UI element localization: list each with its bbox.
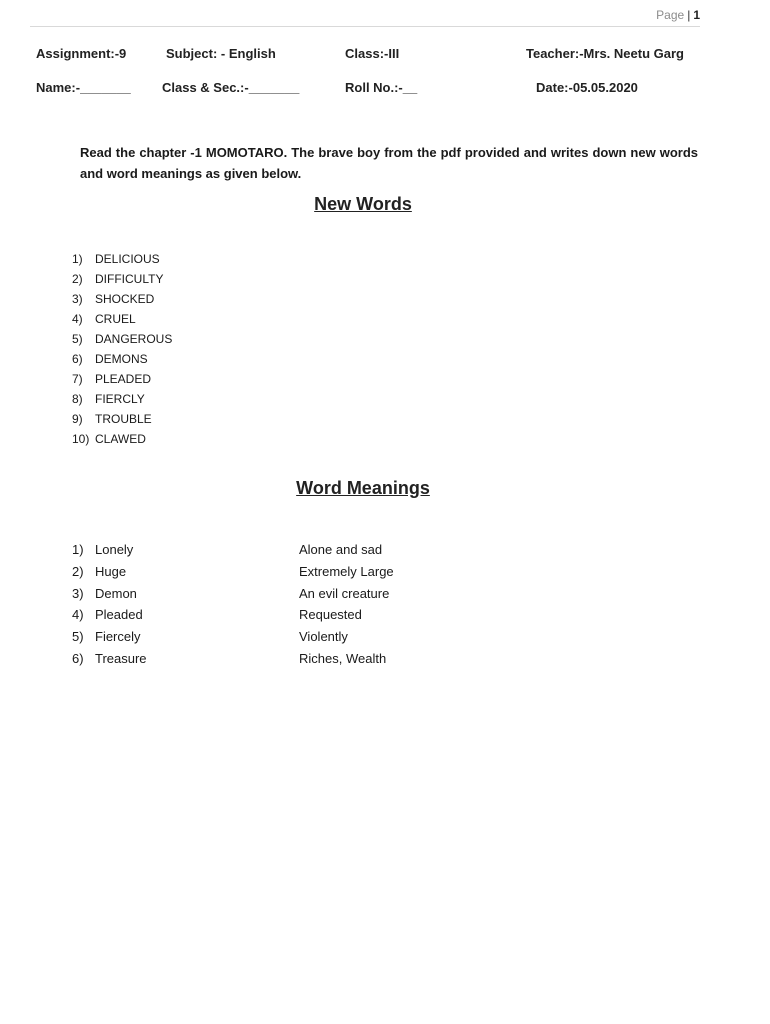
list-item [72, 369, 172, 389]
item-word: Lonely [95, 542, 134, 557]
item-number: 8) [72, 392, 83, 406]
item-word: SHOCKED [95, 292, 155, 306]
roll-no-field: Roll No.:-__ [345, 80, 418, 95]
instructions-paragraph: Read the chapter -1 MOMOTARO. The brave boy from the pdf provided and writes down new words and word meanings as given below. [80, 145, 698, 181]
assignment-label: Assignment:-9 [36, 46, 127, 61]
item-number: 9) [72, 412, 83, 426]
page-separator: | [687, 8, 691, 22]
list-item [72, 429, 172, 449]
list-item [72, 539, 394, 561]
item-word: Pleaded [95, 607, 143, 623]
item-word: FIERCLY [95, 392, 145, 406]
item-meaning: Riches, Wealth [299, 650, 387, 666]
class-section-field: Class & Sec.:-_______ [162, 80, 300, 95]
item-number: 7) [72, 372, 83, 386]
item-word: Fiercely [95, 629, 141, 645]
item-word: Demon [95, 585, 137, 601]
item-meaning: An evil creature [299, 585, 390, 601]
list-item [72, 626, 394, 648]
item-word: PLEADED [95, 372, 152, 386]
item-word: DANGEROUS [95, 332, 173, 346]
item-number: 5) [72, 629, 84, 645]
item-number: 2) [72, 272, 83, 286]
item-word: Huge [95, 563, 127, 579]
item-word: DELICIOUS [95, 252, 160, 266]
item-word: Treasure [95, 650, 147, 666]
page-number: 1 [693, 8, 700, 22]
item-number: 10) [72, 432, 90, 446]
item-number: 4) [72, 312, 83, 326]
item-word: CRUEL [95, 312, 136, 326]
item-number: 6) [72, 650, 84, 666]
list-item [72, 648, 394, 670]
class-label: Class:-III [345, 46, 400, 61]
item-word: TROUBLE [95, 412, 152, 426]
list-item [72, 269, 172, 289]
name-field: Name:-_______ [36, 80, 131, 95]
new-words-list [72, 249, 172, 449]
item-meaning: Alone and sad [299, 542, 383, 557]
list-item [72, 289, 172, 309]
page-header [30, 8, 700, 27]
date-label: Date:-05.05.2020 [536, 80, 638, 95]
list-item [72, 561, 394, 583]
subject-label: Subject: - English [166, 46, 276, 61]
page-label: Page [656, 8, 685, 22]
list-item [72, 329, 172, 349]
list-item [72, 583, 394, 605]
list-item [72, 249, 172, 269]
item-meaning: Extremely Large [299, 563, 394, 579]
list-item [72, 409, 172, 429]
item-meaning: Requested [299, 607, 362, 623]
item-number: 3) [72, 585, 84, 601]
word-meanings-list [72, 539, 394, 670]
list-item [72, 309, 172, 329]
item-word: DEMONS [95, 352, 148, 366]
list-item [72, 604, 394, 626]
item-number: 4) [72, 607, 84, 623]
item-number: 3) [72, 292, 83, 306]
item-number: 5) [72, 332, 83, 346]
item-number: 2) [72, 563, 84, 579]
list-item [72, 349, 172, 369]
teacher-label: Teacher:-Mrs. Neetu Garg [526, 46, 684, 61]
list-item [72, 389, 172, 409]
item-number: 6) [72, 352, 83, 366]
item-word: CLAWED [95, 432, 146, 446]
item-number: 1) [72, 542, 84, 557]
item-number: 1) [72, 252, 83, 266]
word-meanings-heading: Word Meanings [296, 478, 430, 498]
new-words-heading: New Words [314, 194, 412, 214]
item-meaning: Violently [299, 629, 348, 645]
item-word: DIFFICULTY [95, 272, 164, 286]
